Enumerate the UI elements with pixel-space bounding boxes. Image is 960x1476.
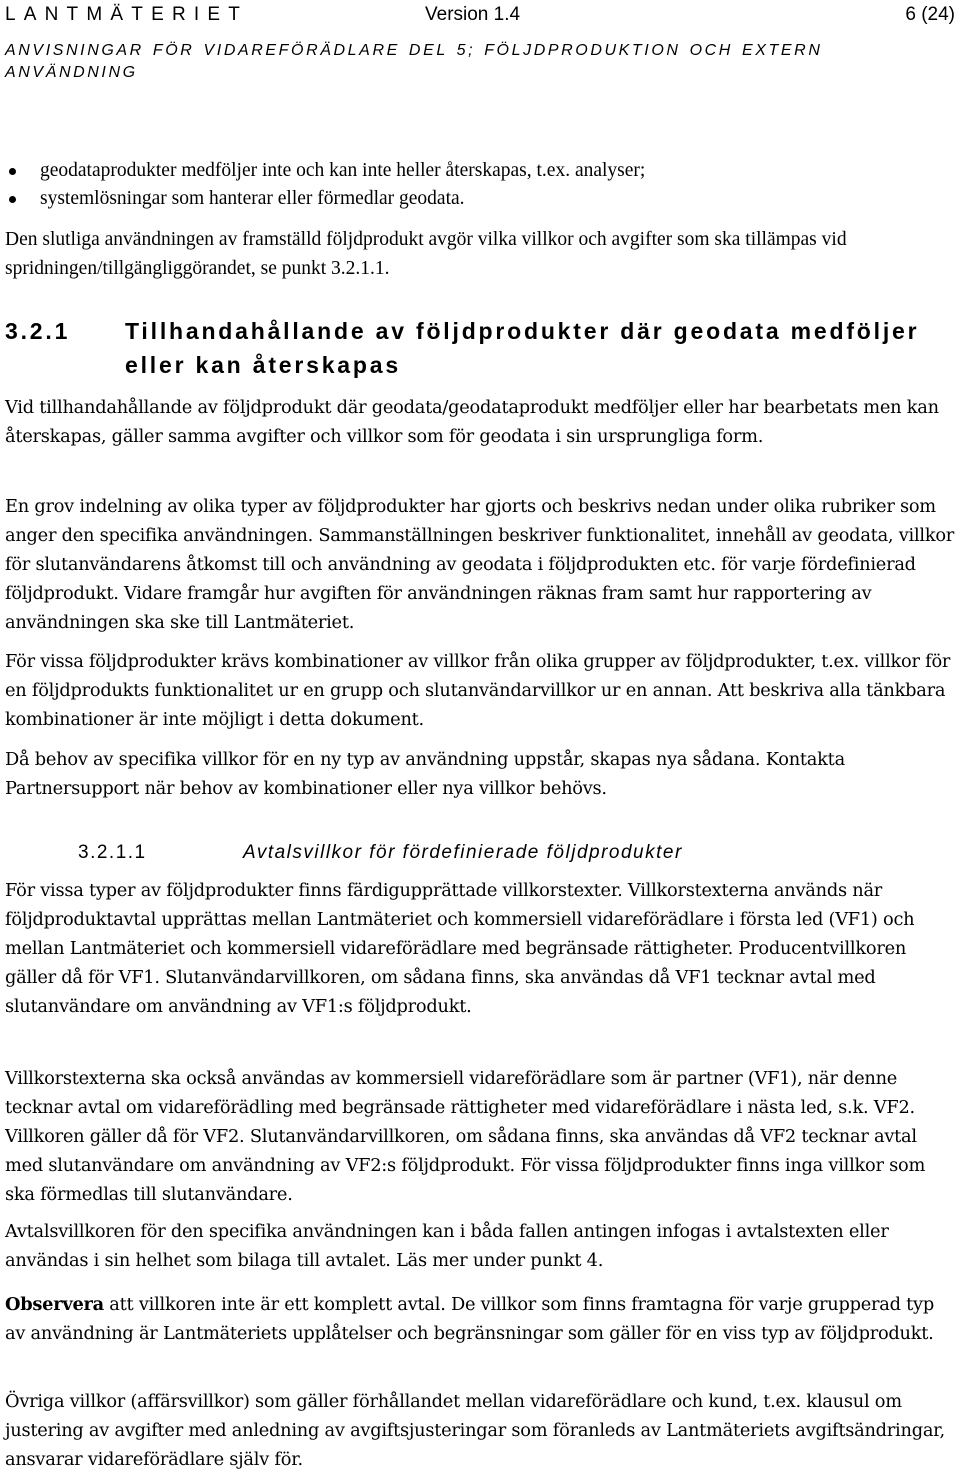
section-paragraph: Vid tillhandahållande av följdprodukt där geodata/geodataprodukt medföljer eller har bearbetats men kan återskapas, gäller samma avgifter och villkor som för geodata i sin ursprungliga form.: [5, 397, 939, 447]
subsection-paragraph: För vissa typer av följdprodukter finns färdigupprättade villkorstexter. Villkorstexterna används när följdproduktavtal upprättas mellan Lantmäteriet och kommersiell vidareförädlare i första led (VF1) och mellan Lantmäteriet och kommersiell vidareförädlare med begränsade rättigheter. Producentvillkoren gäller då för VF1. Slutanvändarvillkoren, om sådana finns, ska användas då VF1 tecknar avtal med slutanvändare om användning av VF1:s följdprodukt.: [5, 880, 915, 1017]
intro-paragraph: Den slutliga användningen av framställd följdprodukt avgör vilka villkor och avgifter som ska tillämpas vid spridningen/tillgängliggörandet, se punkt 3.2.1.1.: [5, 229, 847, 279]
note-label: Observera: [5, 1294, 104, 1315]
bullet-item: [0, 157, 645, 185]
subsection-paragraph: Villkorstexterna ska också användas av kommersiell vidareförädlare som är partner (VF1), när denne tecknar avtal om vidareförädling med begränsade rättigheter med vidareförädlare i nästa led, s.k. VF2. Villkoren gäller då för VF2. Slutanvändarvillkoren, om sådana finns, ska användas då VF2 tecknar avtal med slutanvändare om användning av VF2:s följdprodukt. För vissa följdprodukter finns inga villkor som ska förmedlas till slutanvändare.: [5, 1068, 926, 1205]
note-paragraph: [5, 1290, 955, 1348]
bullet-icon: [9, 196, 16, 203]
bullet-icon: [9, 168, 16, 175]
note-text: att villkoren inte är ett komplett avtal. De villkor som finns framtagna för varje grupperad typ av användning är Lantmäteriets upplåtelser och begränsningar som gäller för en viss typ av följdprodukt.: [5, 1294, 934, 1344]
section-title: Tillhandahållande av följdprodukter där geodata medföljer eller kan återskapas: [125, 318, 920, 378]
subsection-number: 3.2.1.1: [78, 842, 147, 863]
bullet-item: [0, 185, 645, 213]
page-number: 6 (24): [905, 4, 955, 25]
section-paragraph: Då behov av specifika villkor för en ny typ av användning uppstår, skapas nya sådana. Kontakta Partnersupport när behov av kombinationer eller nya villkor behövs.: [5, 749, 845, 799]
organization-name: LANTMÄTERIET: [5, 4, 249, 25]
page-header: [5, 3, 955, 27]
document-version: Version 1.4: [425, 4, 521, 25]
final-paragraph: Övriga villkor (affärsvillkor) som gäller förhållandet mellan vidareförädlare och kund, t.ex. klausul om justering av avgifter med anledning av avgiftsjusteringar som föranleds av Lantmäteriets avgiftsändringar, ansvarar vidareförädlare själv för.: [5, 1391, 945, 1470]
bullet-text: systemlösningar som hanterar eller förmedlar geodata.: [40, 188, 465, 209]
document-subtitle: ANVISNINGAR FÖR VIDAREFÖRÄDLARE DEL 5; FÖLJDPRODUKTION OCH EXTERN ANVÄNDNING: [5, 42, 823, 81]
subsection-paragraph: Avtalsvillkoren för den specifika användningen kan i båda fallen antingen infogas i avtalstexten eller användas i sin helhet som bilaga till avtalet. Läs mer under punkt 4.: [5, 1221, 889, 1271]
section-paragraph: För vissa följdprodukter krävs kombinationer av villkor från olika grupper av följdprodukter, t.ex. villkor för en följdprodukts funktionalitet ur en grupp och slutanvändarvillkor ur en annan. Att beskriva alla tänkbara kombinationer är inte möjligt i detta dokument.: [5, 651, 951, 730]
bullet-text: geodataprodukter medföljer inte och kan inte heller återskapas, t.ex. analyser;: [40, 160, 646, 181]
section-paragraph: En grov indelning av olika typer av följdprodukter har gjorts och beskrivs nedan under olika rubriker som anger den specifika användningen. Sammanställningen beskriver funktionalitet, innehåll av geodata, villkor för slutanvändarens åtkomst till och användning av geodata i följdprodukten etc. för varje fördefinierad följdprodukt. Vidare framgår hur avgiften för användningen räknas fram samt hur rapportering av användningen ska ske till Lantmäteriet.: [5, 496, 955, 633]
section-number: 3.2.1: [5, 318, 71, 344]
bullet-list: [0, 157, 645, 213]
subsection-title: Avtalsvillkor för fördefinierade följdprodukter: [243, 842, 683, 863]
